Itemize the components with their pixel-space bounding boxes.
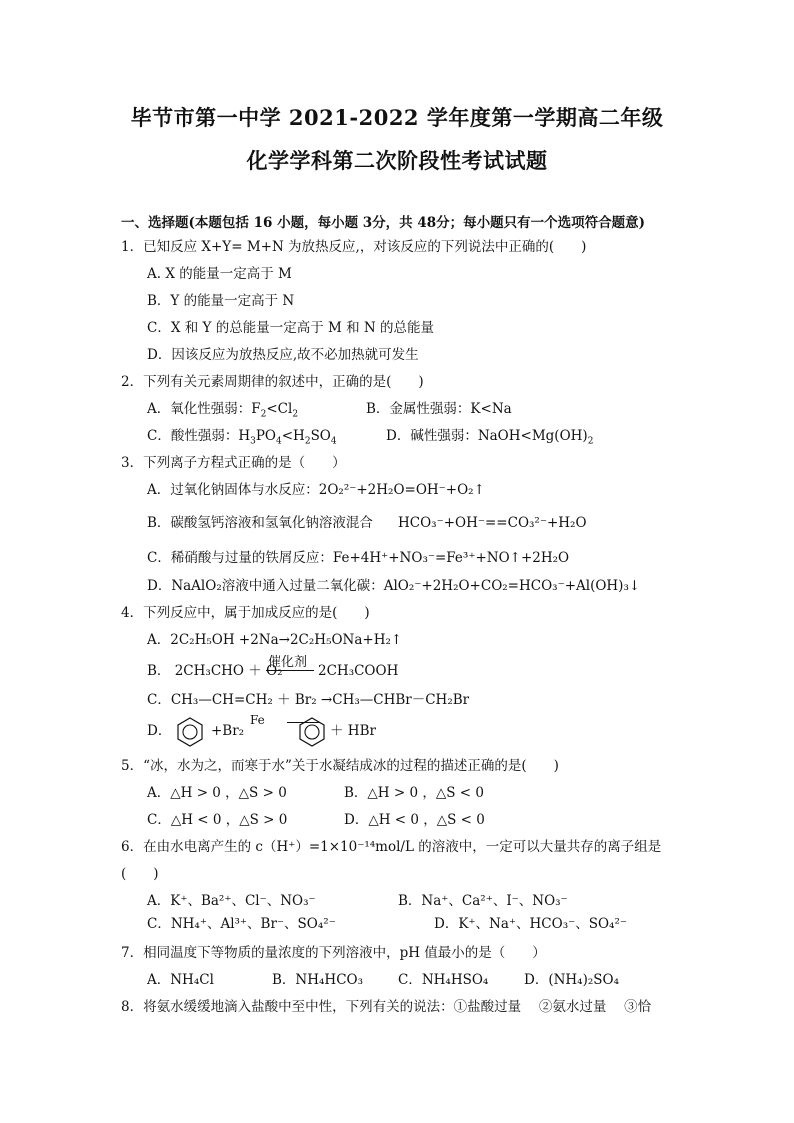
question-3-option-b: B．碳酸氢钙溶液和氢氧化钠溶液混合 xyxy=(147,515,373,531)
catalyst-label: 催化剂 xyxy=(268,655,308,670)
question-5-option-a: A．△H > 0 ，△S > 0 xyxy=(147,785,287,801)
reaction-arrow xyxy=(266,670,314,671)
question-4-option-d-product: ＋ HBr xyxy=(330,723,376,739)
question-4-option-d-reagent: +Br₂ xyxy=(211,723,245,739)
question-4-option-b: B． 2CH₃CHO ＋ O₂ xyxy=(147,663,283,679)
question-2-option-d: D．碱性强弱：$NaOH<Mg(OH)_2$ xyxy=(386,428,594,447)
question-6-option-b: B．Na⁺、Ca²⁺、I⁻、NO₃⁻ xyxy=(398,893,568,909)
question-6-option-d: D．K⁺、Na⁺、HCO₃⁻、SO₄²⁻ xyxy=(434,916,627,932)
question-6-stem: 6．在由水电离产生的 c（H⁺）=1×10⁻¹⁴mol/L 的溶液中，一定可以大量共存的离子组是 xyxy=(121,839,662,855)
question-3-option-d: D．NaAlO₂溶液中通入过量二氧化碳：AlO₂⁻+2H₂O+CO₂=HCO₃⁻+Al(OH)₃↓ xyxy=(147,578,641,594)
question-6-paren: ( ) xyxy=(121,866,159,882)
question-4-option-d-label: D． xyxy=(147,723,172,739)
question-1-option-b: B．Y 的能量一定高于 N xyxy=(147,293,295,309)
question-5-option-b: B．△H > 0 ，△S < 0 xyxy=(344,785,484,801)
question-6-option-a: A．K⁺、Ba²⁺、Cl⁻、NO₃⁻ xyxy=(147,893,316,909)
question-8-stem: 8．将氨水缓缓地滴入盐酸中至中性，下列有关的说法：①盐酸过量 ②氨水过量 ③恰 xyxy=(121,999,652,1015)
question-2-stem: 2．下列有关元素周期律的叙述中，正确的是( ) xyxy=(121,374,424,390)
question-7-option-d: D．(NH₄)₂SO₄ xyxy=(524,972,619,988)
question-1-option-d: D．因该反应为放热反应,故不必加热就可发生 xyxy=(147,347,419,363)
question-7-option-b: B．NH₄HCO₃ xyxy=(272,972,363,988)
benzene-ring-icon xyxy=(175,716,205,748)
question-3-option-c: C．稀硝酸与过量的铁屑反应：Fe+4H⁺+NO₃⁻=Fe³⁺+NO↑+2H₂O xyxy=(147,550,570,566)
question-4-option-b-product: 2CH₃COOH xyxy=(318,663,399,679)
question-5-option-c: C．△H < 0 ，△S > 0 xyxy=(147,812,288,828)
question-5-option-d: D．△H < 0 ，△S < 0 xyxy=(344,812,485,828)
question-3-stem: 3．下列离子方程式正确的是（ ） xyxy=(121,455,346,471)
question-6-option-c: C．NH₄⁺、Al³⁺、Br⁻、SO₄²⁻ xyxy=(147,916,336,932)
question-3-option-a: A．过氧化钠固体与水反应：2O₂²⁻+2H₂O=OH⁻+O₂↑ xyxy=(147,482,485,498)
question-7-option-a: A．NH₄Cl xyxy=(147,972,214,988)
bromobenzene-ring-icon xyxy=(297,716,327,748)
question-4-stem: 4．下列反应中，属于加成反应的是( ) xyxy=(121,605,370,621)
question-3-option-b-equation: HCO₃⁻+OH⁻==CO₃²⁻+H₂O xyxy=(398,515,587,531)
question-4-option-c: C．CH₃—CH=CH₂ ＋ Br₂ →CH₃—CHBr－CH₂Br xyxy=(147,692,470,708)
question-7-stem: 7．相同温度下等物质的量浓度的下列溶液中，pH 值最小的是（ ） xyxy=(121,945,546,961)
question-4-option-a: A．2C₂H₅OH +2Na→2C₂H₅ONa+H₂↑ xyxy=(147,632,403,648)
section-heading: 一、选择题(本题包括 16 小题，每小题 3分，共 48分；每小题只有一个选项符合题意) xyxy=(121,215,646,231)
question-5-stem: 5．“冰，水为之，而寒于水”关于水凝结成冰的过程的描述正确的是( ) xyxy=(121,758,559,774)
question-1-option-a: A. X 的能量一定高于 M xyxy=(147,266,292,282)
exam-title-line2: 化学学科第二次阶段性考试试题 xyxy=(246,148,548,173)
question-1-stem: 1．已知反应 X+Y= M+N 为放热反应,，对该反应的下列说法中正确的( ) xyxy=(121,239,587,255)
exam-title-line1: 毕节市第一中学 2021-2022 学年度第一学期高二年级 xyxy=(130,105,664,130)
question-2-option-b: B．金属性强弱：K<Na xyxy=(366,401,512,417)
question-2-option-c: C．酸性强弱：$H_3PO_4<H_2SO_4$ xyxy=(147,428,337,447)
question-7-option-c: C．NH₄HSO₄ xyxy=(398,972,489,988)
question-1-option-c: C．X 和 Y 的总能量一定高于 M 和 N 的总能量 xyxy=(147,320,435,336)
iron-catalyst-label: Fe xyxy=(250,713,265,727)
question-2-option-a: A．氧化性强弱：$F_2<Cl_2$ xyxy=(147,401,299,420)
